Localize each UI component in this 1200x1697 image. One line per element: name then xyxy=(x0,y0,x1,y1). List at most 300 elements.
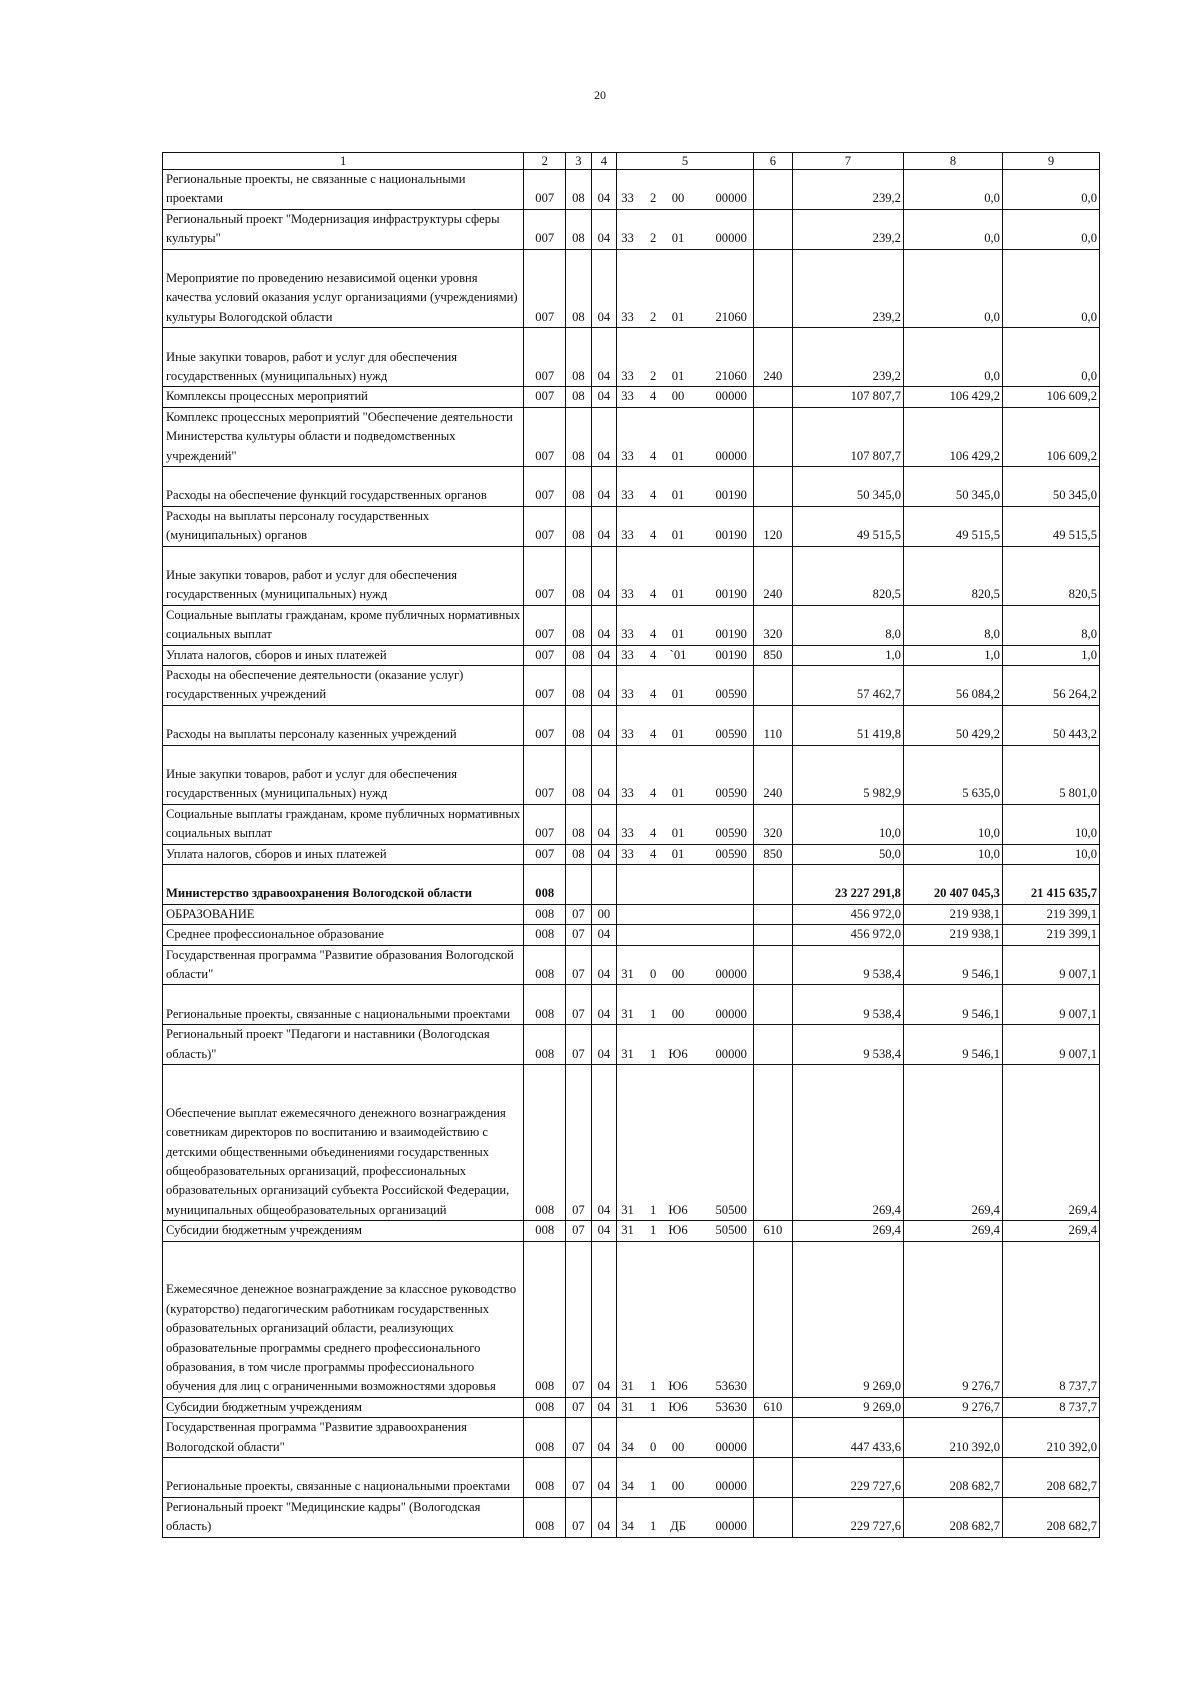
program-type-code: 2 xyxy=(649,231,657,246)
row-name: Региональные проекты, связанные с национальными проектами xyxy=(163,1458,524,1498)
subsection-code: 04 xyxy=(591,1397,617,1417)
program-code: 33 xyxy=(621,727,634,742)
subsection-code: 04 xyxy=(591,328,617,387)
row-name: Расходы на выплаты персоналу казенных учреждений xyxy=(163,705,524,745)
direction-code: 00000 xyxy=(715,1439,747,1454)
section-code: 07 xyxy=(566,985,592,1025)
amount-year-2: 219 938,1 xyxy=(903,925,1002,945)
target-article-code xyxy=(617,249,754,328)
ved-code: 008 xyxy=(524,1458,566,1498)
table-row xyxy=(163,546,1100,605)
program-type-code: 4 xyxy=(649,389,657,404)
amount-year-3: 5 801,0 xyxy=(1002,745,1099,804)
amount-year-2: 210 392,0 xyxy=(903,1418,1002,1458)
expense-type-code: 240 xyxy=(753,546,792,605)
ved-code: 008 xyxy=(524,945,566,985)
table-row xyxy=(163,1418,1100,1458)
program-code: 33 xyxy=(621,231,634,246)
ved-code: 007 xyxy=(524,645,566,665)
project-code: 01 xyxy=(671,627,685,642)
table-row xyxy=(163,745,1100,804)
program-code: 31 xyxy=(621,1006,634,1021)
amount-year-3: 269,4 xyxy=(1002,1065,1099,1221)
section-code: 08 xyxy=(566,170,592,210)
direction-code: 00000 xyxy=(715,1046,747,1061)
subsection-code: 04 xyxy=(591,1418,617,1458)
expense-type-code xyxy=(753,1497,792,1537)
amount-year-3: 50 345,0 xyxy=(1002,467,1099,507)
section-code: 08 xyxy=(566,705,592,745)
row-name: Иные закупки товаров, работ и услуг для обеспечения государственных (муниципальных) нужд xyxy=(163,328,524,387)
program-type-code: 0 xyxy=(649,967,657,982)
section-code: 08 xyxy=(566,666,592,706)
amount-year-2: 9 276,7 xyxy=(903,1241,1002,1397)
ved-code: 007 xyxy=(524,407,566,466)
table-row xyxy=(163,467,1100,507)
expense-type-code xyxy=(753,170,792,210)
header-cell: 4 xyxy=(591,153,617,170)
section-code: 08 xyxy=(566,546,592,605)
amount-year-3: 9 007,1 xyxy=(1002,945,1099,985)
project-code: 00 xyxy=(671,1479,685,1494)
amount-year-1: 8,0 xyxy=(792,605,903,645)
program-code: 33 xyxy=(621,687,634,702)
amount-year-3: 0,0 xyxy=(1002,328,1099,387)
target-article-code xyxy=(617,1458,754,1498)
section-code: 07 xyxy=(566,1418,592,1458)
header-cell: 9 xyxy=(1002,153,1099,170)
expense-type-code: 110 xyxy=(753,705,792,745)
program-type-code: 1 xyxy=(649,1479,657,1494)
ved-code: 008 xyxy=(524,1241,566,1397)
direction-code: 00000 xyxy=(715,389,747,404)
program-type-code: 4 xyxy=(649,627,657,642)
direction-code: 00590 xyxy=(715,727,747,742)
direction-code: 50500 xyxy=(715,1223,747,1238)
expense-type-code xyxy=(753,865,792,905)
table-row xyxy=(163,387,1100,407)
program-type-code: 1 xyxy=(649,1006,657,1021)
program-code: 33 xyxy=(621,627,634,642)
program-type-code: 0 xyxy=(649,1439,657,1454)
expense-type-code xyxy=(753,945,792,985)
program-type-code: 4 xyxy=(649,587,657,602)
program-type-code: 2 xyxy=(649,369,657,383)
direction-code: 53630 xyxy=(715,1379,747,1394)
expense-type-code xyxy=(753,209,792,249)
table-row xyxy=(163,945,1100,985)
amount-year-2: 9 546,1 xyxy=(903,945,1002,985)
header-cell: 6 xyxy=(753,153,792,170)
target-article-code xyxy=(617,1418,754,1458)
subsection-code: 04 xyxy=(591,506,617,546)
direction-code: 21060 xyxy=(715,369,747,383)
row-name: Иные закупки товаров, работ и услуг для обеспечения государственных (муниципальных) нужд xyxy=(163,745,524,804)
row-name: Государственная программа "Развитие образования Вологодской области" xyxy=(163,945,524,985)
expense-type-code: 850 xyxy=(753,645,792,665)
target-article-code xyxy=(617,1221,754,1241)
ved-code: 008 xyxy=(524,1065,566,1221)
amount-year-2: 820,5 xyxy=(903,546,1002,605)
row-name: Региональный проект "Педагоги и наставники (Вологодская область)" xyxy=(163,1025,524,1065)
table-row xyxy=(163,804,1100,844)
amount-year-3: 1,0 xyxy=(1002,645,1099,665)
ved-code: 007 xyxy=(524,666,566,706)
amount-year-3: 49 515,5 xyxy=(1002,506,1099,546)
header-cell: 1 xyxy=(163,153,524,170)
section-code: 07 xyxy=(566,925,592,945)
amount-year-2: 0,0 xyxy=(903,170,1002,210)
amount-year-2: 219 938,1 xyxy=(903,904,1002,924)
expense-type-code xyxy=(753,1025,792,1065)
amount-year-1: 229 727,6 xyxy=(792,1497,903,1537)
program-code: 31 xyxy=(621,1202,634,1217)
table-row xyxy=(163,170,1100,210)
direction-code: 21060 xyxy=(715,309,747,324)
ved-code: 007 xyxy=(524,249,566,328)
direction-code: 00000 xyxy=(715,967,747,982)
amount-year-2: 269,4 xyxy=(903,1221,1002,1241)
table-row xyxy=(163,328,1100,387)
row-name: Среднее профессиональное образование xyxy=(163,925,524,945)
section-code: 07 xyxy=(566,945,592,985)
direction-code: 00190 xyxy=(715,647,747,662)
section-code: 08 xyxy=(566,209,592,249)
header-cell: 2 xyxy=(524,153,566,170)
amount-year-2: 9 276,7 xyxy=(903,1397,1002,1417)
project-code: 01 xyxy=(671,448,685,463)
table-row xyxy=(163,1221,1100,1241)
amount-year-1: 456 972,0 xyxy=(792,904,903,924)
subsection-code: 04 xyxy=(591,844,617,864)
program-type-code: 1 xyxy=(649,1223,657,1238)
amount-year-1: 239,2 xyxy=(792,170,903,210)
project-code: Ю6 xyxy=(668,1223,688,1238)
amount-year-2: 106 429,2 xyxy=(903,387,1002,407)
project-code: 01 xyxy=(671,231,685,246)
expense-type-code: 610 xyxy=(753,1397,792,1417)
amount-year-2: 0,0 xyxy=(903,209,1002,249)
project-code: 01 xyxy=(671,587,685,602)
header-cell: 3 xyxy=(566,153,592,170)
ved-code: 008 xyxy=(524,865,566,905)
subsection-code: 04 xyxy=(591,605,617,645)
target-article-code xyxy=(617,865,754,905)
amount-year-2: 1,0 xyxy=(903,645,1002,665)
target-article-code xyxy=(617,844,754,864)
section-code: 07 xyxy=(566,1221,592,1241)
ved-code: 007 xyxy=(524,506,566,546)
amount-year-2: 49 515,5 xyxy=(903,506,1002,546)
amount-year-2: 50 429,2 xyxy=(903,705,1002,745)
project-code: 00 xyxy=(671,1439,685,1454)
amount-year-3: 208 682,7 xyxy=(1002,1497,1099,1537)
row-name: Расходы на обеспечение деятельности (оказание услуг) государственных учреждений xyxy=(163,666,524,706)
direction-code: 00590 xyxy=(715,846,747,861)
project-code: 00 xyxy=(671,191,685,206)
target-article-code xyxy=(617,387,754,407)
program-code: 34 xyxy=(621,1479,634,1494)
target-article-code xyxy=(617,605,754,645)
program-code: 33 xyxy=(621,786,634,801)
program-code: 33 xyxy=(621,191,634,206)
project-code: Ю6 xyxy=(668,1046,688,1061)
program-code: 31 xyxy=(621,1379,634,1394)
project-code: 01 xyxy=(671,826,685,841)
program-code: 34 xyxy=(621,1519,634,1534)
target-article-code xyxy=(617,1065,754,1221)
target-article-code xyxy=(617,804,754,844)
subsection-code: 04 xyxy=(591,249,617,328)
project-code: 00 xyxy=(671,1006,685,1021)
ved-code: 008 xyxy=(524,1025,566,1065)
row-name: Региональный проект "Модернизация инфраструктуры сферы культуры" xyxy=(163,209,524,249)
expense-type-code xyxy=(753,666,792,706)
row-name: Уплата налогов, сборов и иных платежей xyxy=(163,645,524,665)
program-code: 34 xyxy=(621,1439,634,1454)
section-code: 07 xyxy=(566,1458,592,1498)
amount-year-3: 9 007,1 xyxy=(1002,985,1099,1025)
amount-year-3: 9 007,1 xyxy=(1002,1025,1099,1065)
amount-year-2: 20 407 045,3 xyxy=(903,865,1002,905)
subsection-code: 04 xyxy=(591,170,617,210)
target-article-code xyxy=(617,705,754,745)
amount-year-1: 107 807,7 xyxy=(792,407,903,466)
program-type-code: 4 xyxy=(649,846,657,861)
amount-year-2: 10,0 xyxy=(903,844,1002,864)
target-article-code xyxy=(617,1025,754,1065)
row-name: Комплекс процессных мероприятий "Обеспечение деятельности Министерства культуры области и подведомственных учреждений" xyxy=(163,407,524,466)
row-name: Уплата налогов, сборов и иных платежей xyxy=(163,844,524,864)
subsection-code: 00 xyxy=(591,904,617,924)
direction-code: 00190 xyxy=(715,587,747,602)
row-name: Расходы на выплаты персоналу государственных (муниципальных) органов xyxy=(163,506,524,546)
amount-year-2: 9 546,1 xyxy=(903,1025,1002,1065)
expense-type-code: 240 xyxy=(753,328,792,387)
ved-code: 007 xyxy=(524,546,566,605)
table-row xyxy=(163,1458,1100,1498)
ved-code: 007 xyxy=(524,605,566,645)
project-code: 01 xyxy=(671,309,685,324)
subsection-code: 04 xyxy=(591,1497,617,1537)
section-code: 07 xyxy=(566,1497,592,1537)
expense-type-code xyxy=(753,1241,792,1397)
subsection-code: 04 xyxy=(591,209,617,249)
ved-code: 007 xyxy=(524,387,566,407)
target-article-code xyxy=(617,506,754,546)
program-type-code: 2 xyxy=(649,309,657,324)
program-code: 33 xyxy=(621,528,634,543)
expense-type-code xyxy=(753,407,792,466)
table-row xyxy=(163,645,1100,665)
amount-year-1: 1,0 xyxy=(792,645,903,665)
amount-year-3: 208 682,7 xyxy=(1002,1458,1099,1498)
ved-code: 008 xyxy=(524,904,566,924)
amount-year-1: 239,2 xyxy=(792,209,903,249)
row-name: Региональные проекты, не связанные с национальными проектами xyxy=(163,170,524,210)
program-type-code: 4 xyxy=(649,488,657,503)
amount-year-2: 10,0 xyxy=(903,804,1002,844)
program-code: 31 xyxy=(621,1223,634,1238)
section-code: 08 xyxy=(566,467,592,507)
amount-year-2: 0,0 xyxy=(903,249,1002,328)
direction-code: 00000 xyxy=(715,231,747,246)
target-article-code xyxy=(617,904,754,924)
amount-year-3: 8,0 xyxy=(1002,605,1099,645)
ved-code: 007 xyxy=(524,328,566,387)
target-article-code xyxy=(617,985,754,1025)
amount-year-1: 49 515,5 xyxy=(792,506,903,546)
program-code: 33 xyxy=(621,647,634,662)
subsection-code: 04 xyxy=(591,1458,617,1498)
project-code: 01 xyxy=(671,727,685,742)
subsection-code: 04 xyxy=(591,387,617,407)
program-code: 33 xyxy=(621,448,634,463)
amount-year-3: 0,0 xyxy=(1002,249,1099,328)
header-cell: 7 xyxy=(792,153,903,170)
expense-type-code xyxy=(753,249,792,328)
subsection-code: 04 xyxy=(591,1241,617,1397)
subsection-code: 04 xyxy=(591,925,617,945)
section-code: 07 xyxy=(566,1241,592,1397)
expense-type-code xyxy=(753,1065,792,1221)
target-article-code xyxy=(617,328,754,387)
direction-code: 00190 xyxy=(715,627,747,642)
amount-year-3: 0,0 xyxy=(1002,209,1099,249)
amount-year-2: 8,0 xyxy=(903,605,1002,645)
amount-year-3: 106 609,2 xyxy=(1002,387,1099,407)
page-number: 20 xyxy=(594,88,606,102)
target-article-code xyxy=(617,645,754,665)
program-code: 33 xyxy=(621,309,634,324)
ved-code: 008 xyxy=(524,1418,566,1458)
amount-year-1: 10,0 xyxy=(792,804,903,844)
amount-year-1: 229 727,6 xyxy=(792,1458,903,1498)
subsection-code: 04 xyxy=(591,745,617,804)
section-code: 08 xyxy=(566,844,592,864)
expense-type-code: 320 xyxy=(753,804,792,844)
program-code: 31 xyxy=(621,1046,634,1061)
program-code: 33 xyxy=(621,369,634,383)
ved-code: 007 xyxy=(524,170,566,210)
ved-code: 008 xyxy=(524,925,566,945)
project-code: 01 xyxy=(671,528,685,543)
direction-code: 00590 xyxy=(715,687,747,702)
direction-code: 00000 xyxy=(715,1479,747,1494)
row-name: Комплексы процессных мероприятий xyxy=(163,387,524,407)
program-type-code: 4 xyxy=(649,647,657,662)
ved-code: 008 xyxy=(524,1397,566,1417)
direction-code: 53630 xyxy=(715,1399,747,1414)
subsection-code: 04 xyxy=(591,467,617,507)
amount-year-1: 50 345,0 xyxy=(792,467,903,507)
amount-year-3: 8 737,7 xyxy=(1002,1397,1099,1417)
header-row xyxy=(163,153,1100,170)
ved-code: 008 xyxy=(524,1221,566,1241)
direction-code: 00190 xyxy=(715,488,747,503)
subsection-code: 04 xyxy=(591,645,617,665)
target-article-code xyxy=(617,209,754,249)
amount-year-3: 8 737,7 xyxy=(1002,1241,1099,1397)
subsection-code: 04 xyxy=(591,1065,617,1221)
amount-year-1: 23 227 291,8 xyxy=(792,865,903,905)
section-code: 07 xyxy=(566,1065,592,1221)
program-type-code: 4 xyxy=(649,826,657,841)
header-cell: 5 xyxy=(617,153,754,170)
amount-year-1: 447 433,6 xyxy=(792,1418,903,1458)
target-article-code xyxy=(617,925,754,945)
amount-year-1: 9 538,4 xyxy=(792,945,903,985)
target-article-code xyxy=(617,467,754,507)
amount-year-3: 106 609,2 xyxy=(1002,407,1099,466)
section-code: 08 xyxy=(566,506,592,546)
amount-year-1: 9 269,0 xyxy=(792,1241,903,1397)
program-type-code: 1 xyxy=(649,1379,657,1394)
project-code: 01 xyxy=(671,786,685,801)
amount-year-3: 820,5 xyxy=(1002,546,1099,605)
row-name: Обеспечение выплат ежемесячного денежного вознаграждения советникам директоров по воспитанию и взаимодействию с детскими общественными объединениями государственных общеобразовательных организаций, профессиональных образовательных организаций субъекта Российской Федерации, муниципальных общеобразовательных организаций xyxy=(163,1065,524,1221)
amount-year-1: 269,4 xyxy=(792,1065,903,1221)
table-row xyxy=(163,209,1100,249)
amount-year-3: 0,0 xyxy=(1002,170,1099,210)
direction-code: 00590 xyxy=(715,826,747,841)
row-name: Государственная программа "Развитие здравоохранения Вологодской области" xyxy=(163,1418,524,1458)
program-type-code: 4 xyxy=(649,687,657,702)
expense-type-code xyxy=(753,925,792,945)
amount-year-3: 50 443,2 xyxy=(1002,705,1099,745)
target-article-code xyxy=(617,666,754,706)
direction-code: 00000 xyxy=(715,1006,747,1021)
program-code: 33 xyxy=(621,587,634,602)
ved-code: 007 xyxy=(524,467,566,507)
table-row xyxy=(163,1065,1100,1221)
amount-year-3: 269,4 xyxy=(1002,1221,1099,1241)
amount-year-1: 9 538,4 xyxy=(792,985,903,1025)
amount-year-3: 56 264,2 xyxy=(1002,666,1099,706)
ved-code: 008 xyxy=(524,985,566,1025)
target-article-code xyxy=(617,945,754,985)
project-code: 01 xyxy=(671,488,685,503)
amount-year-2: 5 635,0 xyxy=(903,745,1002,804)
amount-year-2: 106 429,2 xyxy=(903,407,1002,466)
amount-year-1: 820,5 xyxy=(792,546,903,605)
direction-code: 00190 xyxy=(715,528,747,543)
section-code: 07 xyxy=(566,1025,592,1065)
target-article-code xyxy=(617,745,754,804)
amount-year-2: 56 084,2 xyxy=(903,666,1002,706)
project-code: 01 xyxy=(671,687,685,702)
direction-code: 00000 xyxy=(715,448,747,463)
amount-year-1: 51 419,8 xyxy=(792,705,903,745)
program-code: 31 xyxy=(621,967,634,982)
program-type-code: 4 xyxy=(649,528,657,543)
header-cell: 8 xyxy=(903,153,1002,170)
program-type-code: 1 xyxy=(649,1202,657,1217)
target-article-code xyxy=(617,170,754,210)
section-code: 08 xyxy=(566,605,592,645)
amount-year-1: 239,2 xyxy=(792,249,903,328)
project-code: Ю6 xyxy=(668,1379,688,1394)
table-row xyxy=(163,844,1100,864)
amount-year-2: 208 682,7 xyxy=(903,1458,1002,1498)
amount-year-3: 10,0 xyxy=(1002,844,1099,864)
table-row xyxy=(163,407,1100,466)
amount-year-1: 107 807,7 xyxy=(792,387,903,407)
program-type-code: 4 xyxy=(649,448,657,463)
program-code: 33 xyxy=(621,389,634,404)
section-code: 08 xyxy=(566,328,592,387)
amount-year-3: 10,0 xyxy=(1002,804,1099,844)
